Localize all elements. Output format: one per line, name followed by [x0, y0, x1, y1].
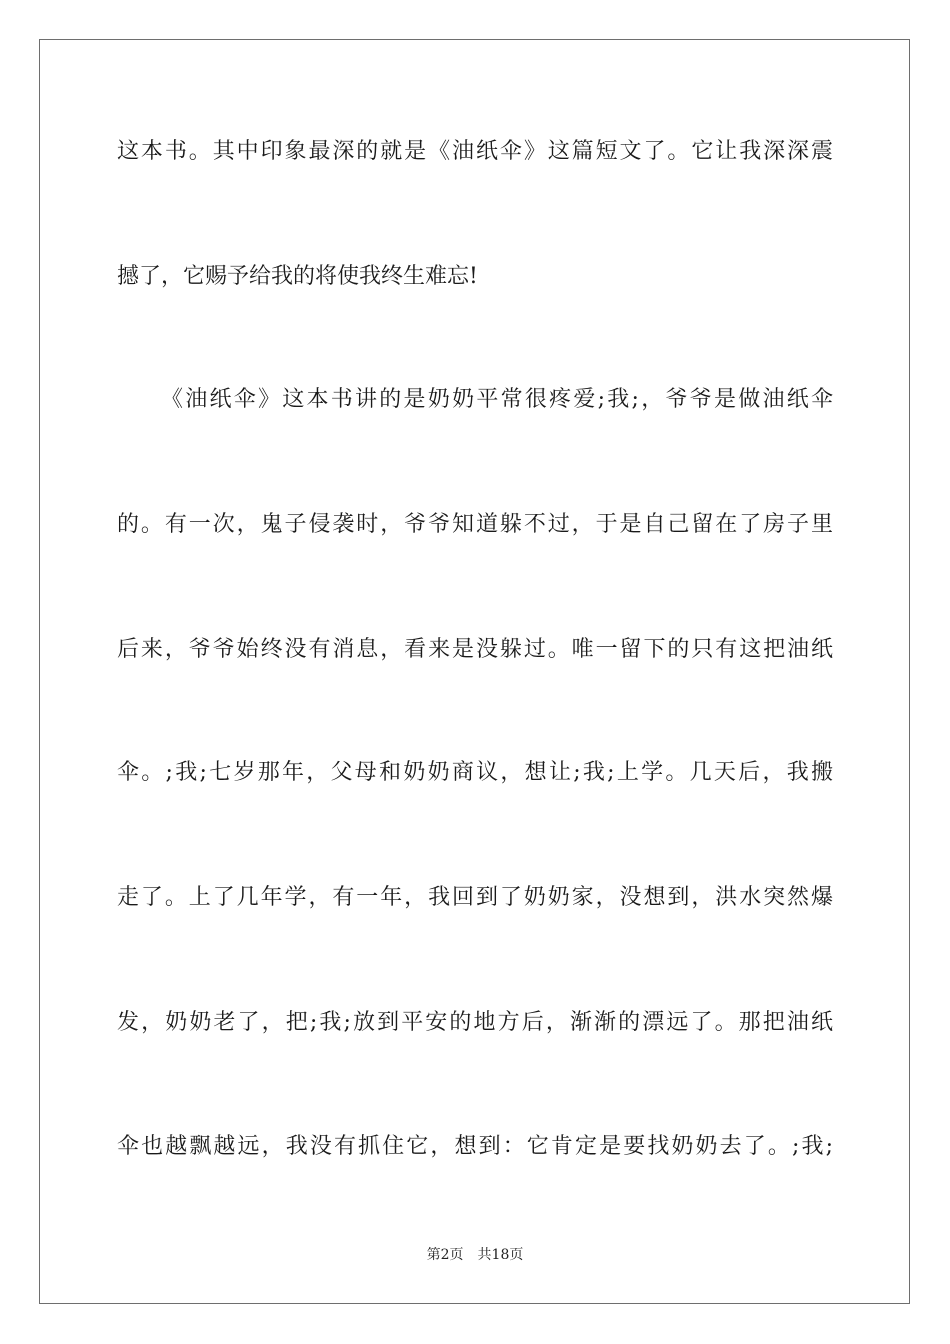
- body-text-line-7: 走了。上了几年学，有一年，我回到了奶奶家，没想到，洪水突然爆: [117, 885, 833, 910]
- body-text-line-3: 《油纸伞》这本书讲的是奶奶平常很疼爱;我;，爷爷是做油纸伞: [161, 387, 833, 412]
- page-number: 第2页: [426, 1247, 464, 1263]
- body-text-line-4: 的。有一次，鬼子侵袭时，爷爷知道躲不过，于是自己留在了房子里: [117, 512, 833, 537]
- body-text-line-2: 撼了，它赐予给我的将使我终生难忘!: [117, 264, 478, 289]
- body-text-line-9: 伞也越飘越远，我没有抓住它，想到：它肯定是要找奶奶去了。;我;: [117, 1134, 833, 1159]
- body-text-line-8: 发，奶奶老了，把;我;放到平安的地方后，渐渐的漂远了。那把油纸: [117, 1010, 833, 1035]
- page-footer: [0, 1245, 950, 1265]
- page-border: [39, 39, 910, 1304]
- page-total: 共18页: [477, 1247, 524, 1263]
- body-text-line-5: 后来，爷爷始终没有消息，看来是没躲过。唯一留下的只有这把油纸: [117, 637, 833, 662]
- body-text-line-6: 伞。;我;七岁那年，父母和奶奶商议，想让;我;上学。几天后，我搬: [117, 760, 833, 785]
- body-text-line-1: 这本书。其中印象最深的就是《油纸伞》这篇短文了。它让我深深震: [117, 139, 833, 164]
